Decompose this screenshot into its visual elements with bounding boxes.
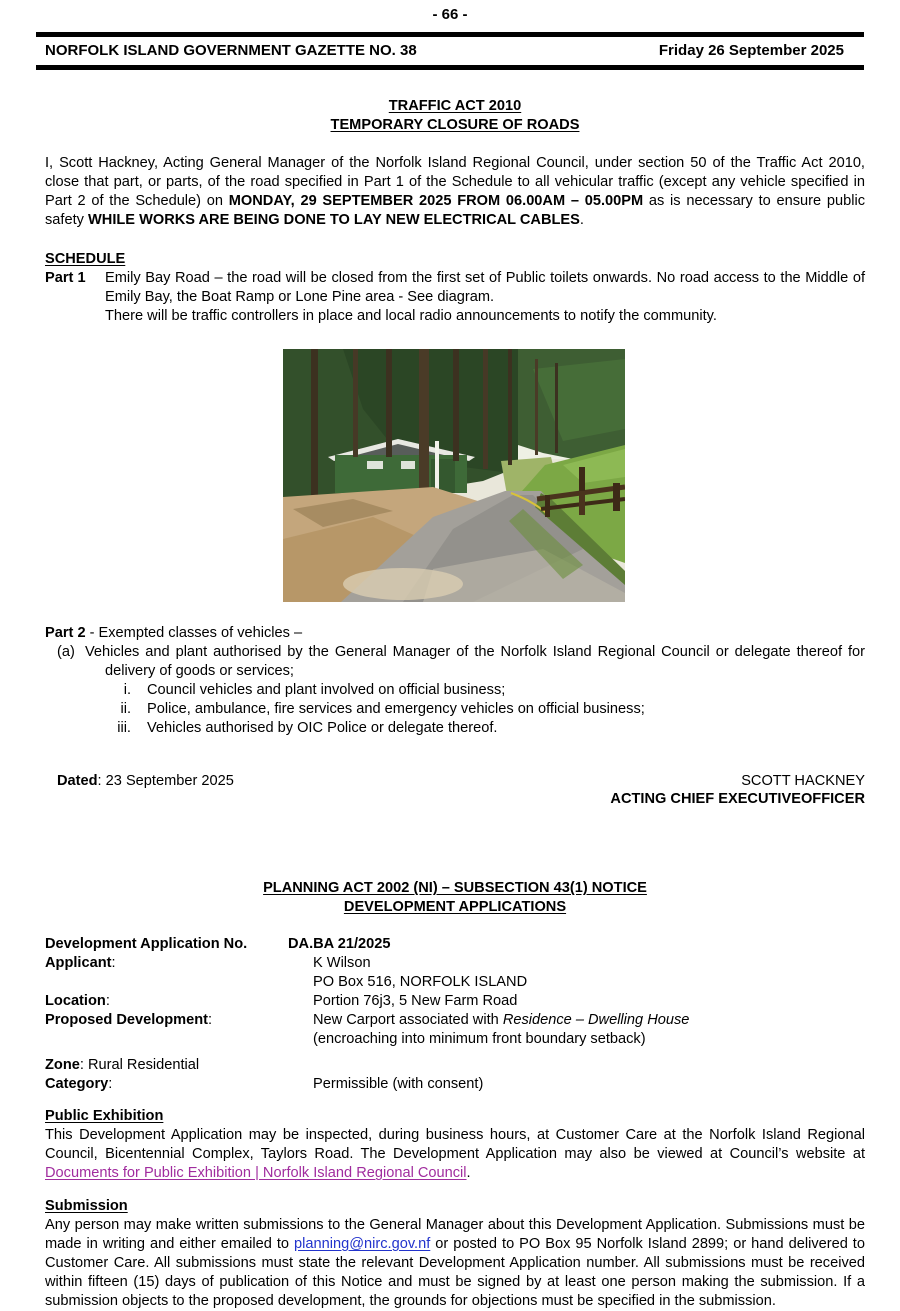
proposed-italic-text: Residence – Dwelling House (502, 1012, 690, 1029)
colon: : (111, 955, 116, 972)
submission-heading: Submission (45, 1198, 128, 1214)
proposed-line2: (encroaching into minimum front boundary setback) (313, 1031, 646, 1048)
traffic-act-headings (45, 97, 865, 135)
da-number-row (45, 935, 865, 954)
gazette-page (0, 5, 900, 1311)
signature-block (610, 772, 865, 810)
proposed-normal-text: New Carport associated with (313, 1012, 503, 1029)
sub-item-text: Vehicles authorised by OIC Police or delegate thereof. (147, 719, 498, 736)
dated-signature-row (45, 772, 865, 810)
signature-title: ACTING CHIEF EXECUTIVEOFFICER (610, 791, 865, 808)
zone-label-text: Zone (45, 1057, 80, 1074)
applicant-value (313, 954, 527, 992)
applicant-label-text: Applicant (45, 955, 112, 972)
proposed-label-text: Proposed Development (45, 1012, 208, 1029)
proposed-development-value (313, 1011, 689, 1049)
zone-value: : Rural Residential (79, 1057, 200, 1074)
applicant-address: PO Box 516, NORFOLK ISLAND (313, 974, 528, 991)
proposed-development-label (45, 1011, 313, 1049)
item-a-text: Vehicles and plant authorised by the General Manager of the Norfolk Island Regional Council or delegate thereof for delivery of goods or services; (85, 643, 865, 679)
gazette-header (36, 32, 864, 71)
pe-text-2: . (466, 1165, 471, 1182)
pe-text-1: This Development Application may be inspected, during business hours, at Customer Care at the Norfolk Island Regional Council, Bicentennial Complex, Taylors Road. The Development Application may also be viewed at Council’s website at (45, 1127, 865, 1163)
part2-label: Part 2 (45, 624, 86, 641)
public-exhibition-link[interactable]: Documents for Public Exhibition | Norfolk Island Regional Council (45, 1165, 467, 1182)
sub-item-number: i. (123, 681, 131, 698)
location-label-text: Location (45, 993, 106, 1010)
da-number-value: DA.BA 21/2025 (288, 936, 391, 953)
zone-row (45, 1056, 865, 1075)
closure-intro-paragraph (45, 154, 865, 230)
category-label-text: Category (45, 1076, 109, 1093)
dated-value: : 23 September 2025 (97, 772, 234, 789)
proposed-line1 (313, 1011, 689, 1030)
planning-act-subtitle: DEVELOPMENT APPLICATIONS (343, 899, 567, 916)
public-exhibition-heading: Public Exhibition (45, 1108, 164, 1125)
road-closure-photo-image (283, 349, 625, 602)
gazette-title: NORFOLK ISLAND GOVERNMENT GAZETTE NO. 38 (45, 41, 417, 59)
category-value: Permissible (with consent) (313, 1076, 484, 1093)
dated-label: Dated (57, 772, 98, 789)
applicant-label (45, 954, 313, 992)
intro-text-3: . (579, 211, 584, 228)
applicant-name: K Wilson (313, 955, 371, 972)
part2-title-line (45, 624, 865, 643)
sub-item-number: ii. (120, 700, 131, 717)
location-row (45, 992, 865, 1011)
traffic-act-subtitle: TEMPORARY CLOSURE OF ROADS (330, 116, 580, 133)
exemption-sub-item (105, 681, 865, 700)
sub-item-text: Council vehicles and plant involved on official business; (147, 681, 506, 698)
exemption-sub-item (105, 700, 865, 719)
intro-text-2: as is necessary to ensure public safety (45, 192, 865, 228)
closure-reason: WHILE WORKS ARE BEING DONE TO LAY NEW ELECTRICAL CABLES (88, 211, 580, 228)
part1-line2: There will be traffic controllers in place and local radio announcements to notify the community. (105, 307, 717, 324)
planning-email-link[interactable]: planning@nirc.gov.nf (294, 1235, 431, 1252)
schedule-part2 (45, 624, 865, 738)
applicant-row (45, 954, 865, 992)
exemption-item-a (57, 643, 865, 681)
development-application-details (45, 935, 865, 1094)
exemption-sub-item (105, 719, 865, 738)
submission-paragraph (45, 1216, 865, 1311)
item-a-number: (a) (57, 643, 75, 660)
colon: : (208, 1012, 213, 1029)
page-content (45, 97, 865, 1311)
schedule-part1 (45, 269, 865, 326)
colon: : (105, 993, 110, 1010)
part1-line1: Emily Bay Road – the road will be closed from the first set of Public toilets onwards. No road access to the Middle of Emily Bay, the Boat Ramp or Lone Pine area - See diagram. (105, 269, 865, 305)
submission-text-2: or posted to PO Box 95 Norfolk Island 2899; or hand delivered to Customer Care. All submissions must state the relevant Development Application number. All submissions must be received within fifteen (15) days of publication of this Notice and must be signed by at least one person making the submission. If a submission objects to the proposed development, the grounds for objections must be specified in the submission. (45, 1235, 865, 1309)
part2-title-rest: - Exempted classes of vehicles – (85, 624, 303, 641)
dated-line (57, 772, 234, 810)
da-number-label: Development Application No. (45, 936, 248, 953)
sub-item-number: iii. (117, 719, 131, 736)
sub-item-text: Police, ambulance, fire services and emergency vehicles on official business; (147, 700, 645, 717)
category-label (45, 1075, 313, 1094)
location-value: Portion 76j3, 5 New Farm Road (313, 993, 518, 1010)
part1-text (105, 269, 865, 326)
submission-text-1: Any person may make written submissions to the General Manager about this Development Application. Submissions must be made in writing and either emailed to (45, 1216, 865, 1252)
planning-act-headings (45, 879, 865, 917)
road-closure-photo (283, 349, 625, 602)
planning-act-title: PLANNING ACT 2002 (NI) – SUBSECTION 43(1) NOTICE (263, 880, 647, 897)
gazette-date: Friday 26 September 2025 (658, 41, 844, 59)
category-row (45, 1075, 865, 1094)
page-number: - 66 - (432, 6, 468, 23)
schedule-heading: SCHEDULE (45, 250, 126, 267)
colon: : (108, 1076, 113, 1093)
intro-text-1: I, Scott Hackney, Acting General Manager of the Norfolk Island Regional Council, under section 50 of the Traffic Act 2010, close that part, or parts, of the road specified in Part 1 of the Schedule to all vehicular traffic (except any vehicle specified in Part 2 of the Schedule) on (45, 154, 865, 209)
signature-name: SCOTT HACKNEY (741, 772, 865, 789)
location-label (45, 992, 313, 1011)
public-exhibition-paragraph (45, 1126, 865, 1183)
proposed-development-row (45, 1011, 865, 1049)
closure-datetime: MONDAY, 29 SEPTEMBER 2025 FROM 06.00AM – 05.00PM (228, 192, 644, 209)
traffic-act-title: TRAFFIC ACT 2010 (388, 98, 522, 114)
part1-label: Part 1 (45, 269, 86, 286)
zone-line (45, 1056, 199, 1075)
